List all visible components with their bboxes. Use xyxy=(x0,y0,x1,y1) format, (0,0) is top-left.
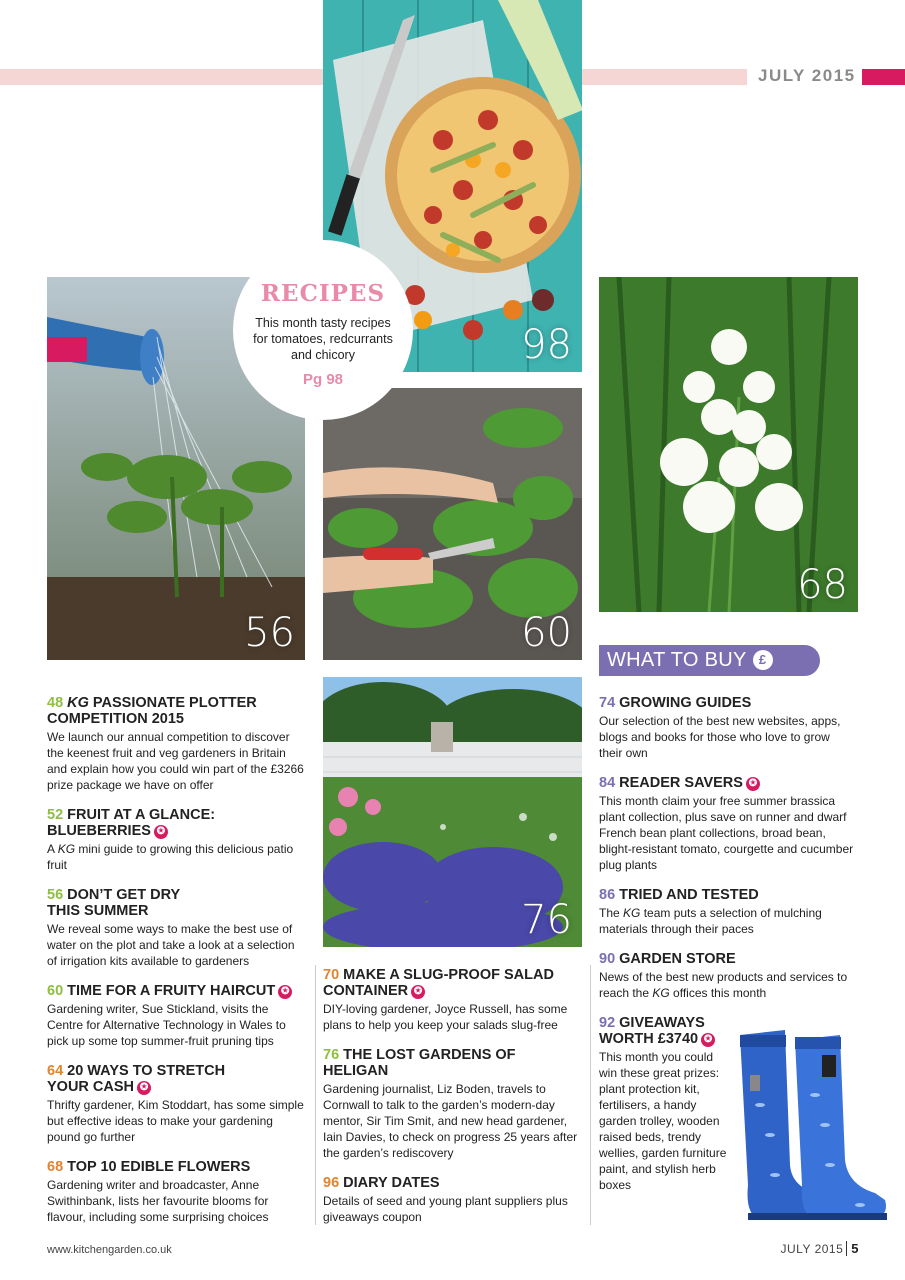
footer-date: JULY 2015 xyxy=(780,1242,844,1256)
entry-title: DIARY DATES xyxy=(343,1175,440,1191)
page-number-60: 60 xyxy=(521,610,572,656)
photo-pruning xyxy=(323,388,582,660)
entry-number: 56 xyxy=(47,887,64,903)
footer-page-number: 5 xyxy=(846,1241,859,1256)
page-number-98: 98 xyxy=(521,322,572,368)
contents-entry-52[interactable] xyxy=(47,807,307,873)
entry-body: Our selection of the best new websites, apps, blogs and books for those who love to grow their own xyxy=(599,714,841,760)
entry-body: News of the best new products and services to reach the KG offices this month xyxy=(599,970,848,1000)
contents-entry-74[interactable] xyxy=(599,695,854,761)
entry-number: 96 xyxy=(323,1175,340,1191)
contents-entry-96[interactable] xyxy=(323,1175,581,1225)
entry-number: 60 xyxy=(47,983,64,999)
entry-title: TIME FOR A FRUITY HAIRCUT xyxy=(67,983,276,999)
what-to-buy-banner xyxy=(599,645,820,676)
recipes-page: Pg 98 xyxy=(302,371,344,388)
entry-body: Gardening journalist, Liz Boden, travels to Cornwall to talk to the garden’s modern-day mentor, Sir Tim Smit, and new head gardener, Iain Davies, to check on progress 25 years after the garden’s rediscovery xyxy=(323,1082,578,1160)
star-icon: ✪ xyxy=(411,985,425,999)
header-band-left xyxy=(0,69,323,85)
entry-body: Gardening writer and broadcaster, Anne Swithinbank, lists her favourite blooms for flavour, including some surprising choices xyxy=(47,1178,269,1224)
page-number-56: 56 xyxy=(244,610,295,656)
entry-title: TRIED AND TESTED xyxy=(619,887,759,903)
entry-number: 48 xyxy=(47,695,64,711)
entry-title: FRUIT AT A GLANCE: BLUEBERRIES xyxy=(47,807,216,839)
contents-entry-48[interactable] xyxy=(47,695,307,793)
entry-title: READER SAVERS xyxy=(619,775,743,791)
entry-number: 92 xyxy=(599,1015,616,1031)
entry-number: 86 xyxy=(599,887,616,903)
recipes-body: This month tasty recipes for tomatoes, redcurrants and chicory xyxy=(253,316,393,362)
pound-icon: £ xyxy=(753,650,773,670)
star-icon: ✪ xyxy=(746,777,760,791)
star-icon: ✪ xyxy=(278,985,292,999)
entry-title: GARDEN STORE xyxy=(619,951,736,967)
page-number-68: 68 xyxy=(797,562,848,608)
entry-number: 68 xyxy=(47,1159,64,1175)
entry-body: Details of seed and young plant suppliers plus giveaways coupon xyxy=(323,1194,568,1224)
contents-entry-70[interactable] xyxy=(323,967,581,1033)
recipes-title: RECIPES xyxy=(260,280,386,307)
entry-number: 84 xyxy=(599,775,616,791)
issue-date: JULY 2015 xyxy=(758,66,856,85)
entry-title: 20 WAYS TO STRETCH YOUR CASH xyxy=(47,1063,226,1095)
page-number-76: 76 xyxy=(521,897,572,943)
entry-body: A KG mini guide to growing this delicious patio fruit xyxy=(47,842,294,872)
contents-entry-92[interactable] xyxy=(599,1015,729,1193)
photo-flowers xyxy=(599,277,858,612)
entry-title: GROWING GUIDES xyxy=(619,695,752,711)
column-divider-1 xyxy=(315,965,316,1225)
header-band-right xyxy=(582,69,747,85)
contents-entry-90[interactable] xyxy=(599,951,854,1001)
entry-number: 76 xyxy=(323,1047,340,1063)
entry-body: We reveal some ways to make the best use of water on the plot and take a look at a selection of irrigation kits available to gardeners xyxy=(47,922,295,968)
contents-entry-76[interactable] xyxy=(323,1047,581,1161)
entry-title-italic: KG xyxy=(67,695,89,711)
entry-title: GIVEAWAYS WORTH £3740 xyxy=(599,1015,705,1047)
recipes-badge[interactable] xyxy=(233,240,413,420)
contents-entry-56[interactable] xyxy=(47,887,307,969)
contents-entry-60[interactable] xyxy=(47,983,307,1049)
entry-body: This month claim your free summer brassica plant collection, plus save on runner and dwarf French bean plant collections, broad bean, blight-resistant tomato, courgette and cucumber plug plants xyxy=(599,794,854,872)
entry-body: Gardening writer, Sue Stickland, visits the Centre for Alternative Technology in Wales to pick up some top summer-fruit pruning tips xyxy=(47,1002,286,1048)
contents-left-column xyxy=(47,695,307,1239)
entry-title: MAKE A SLUG-PROOF SALAD CONTAINER xyxy=(323,967,554,999)
entry-number: 64 xyxy=(47,1063,64,1079)
footer-url[interactable]: www.kitchengarden.co.uk xyxy=(47,1244,172,1256)
entry-title: TOP 10 EDIBLE FLOWERS xyxy=(67,1159,251,1175)
star-icon: ✪ xyxy=(137,1081,151,1095)
contents-entry-84[interactable] xyxy=(599,775,854,873)
photo-garden xyxy=(323,677,582,947)
entry-number: 70 xyxy=(323,967,340,983)
entry-title: PASSIONATE PLOTTER COMPETITION 2015 xyxy=(47,695,257,727)
entry-number: 74 xyxy=(599,695,616,711)
entry-body: This month you could win these great prizes: plant protection kit, fertilisers, a handy garden trolley, wooden raised beds, trendy wellies, garden furniture paint, and stylish herb boxes xyxy=(599,1050,727,1192)
entry-body: We launch our annual competition to discover the keenest fruit and veg gardeners in Britain and explain how you could win part of the £3266 prize package we have on offer xyxy=(47,730,304,792)
contents-entry-68[interactable] xyxy=(47,1159,307,1225)
entry-body: Thrifty gardener, Kim Stoddart, has some simple but effective ideas to make your gardening pound go further xyxy=(47,1098,304,1144)
star-icon: ✪ xyxy=(154,825,168,839)
wellies-image xyxy=(730,1025,890,1225)
entry-title: THE LOST GARDENS OF HELIGAN xyxy=(323,1047,516,1079)
contents-entry-86[interactable] xyxy=(599,887,854,937)
what-to-buy-label: WHAT TO BUY xyxy=(607,649,747,671)
contents-middle-column xyxy=(323,967,581,1239)
entry-number: 52 xyxy=(47,807,64,823)
entry-title: DON’T GET DRY THIS SUMMER xyxy=(47,887,180,919)
star-icon: ✪ xyxy=(701,1033,715,1047)
entry-body: The KG team puts a selection of mulching materials through their paces xyxy=(599,906,822,936)
entry-body: DIY-loving gardener, Joyce Russell, has some plans to help you keep your salads slug-free xyxy=(323,1002,568,1032)
accent-bar xyxy=(862,69,905,85)
entry-number: 90 xyxy=(599,951,616,967)
footer-page-info xyxy=(781,1241,860,1256)
column-divider-2 xyxy=(590,965,591,1225)
contents-entry-64[interactable] xyxy=(47,1063,307,1145)
